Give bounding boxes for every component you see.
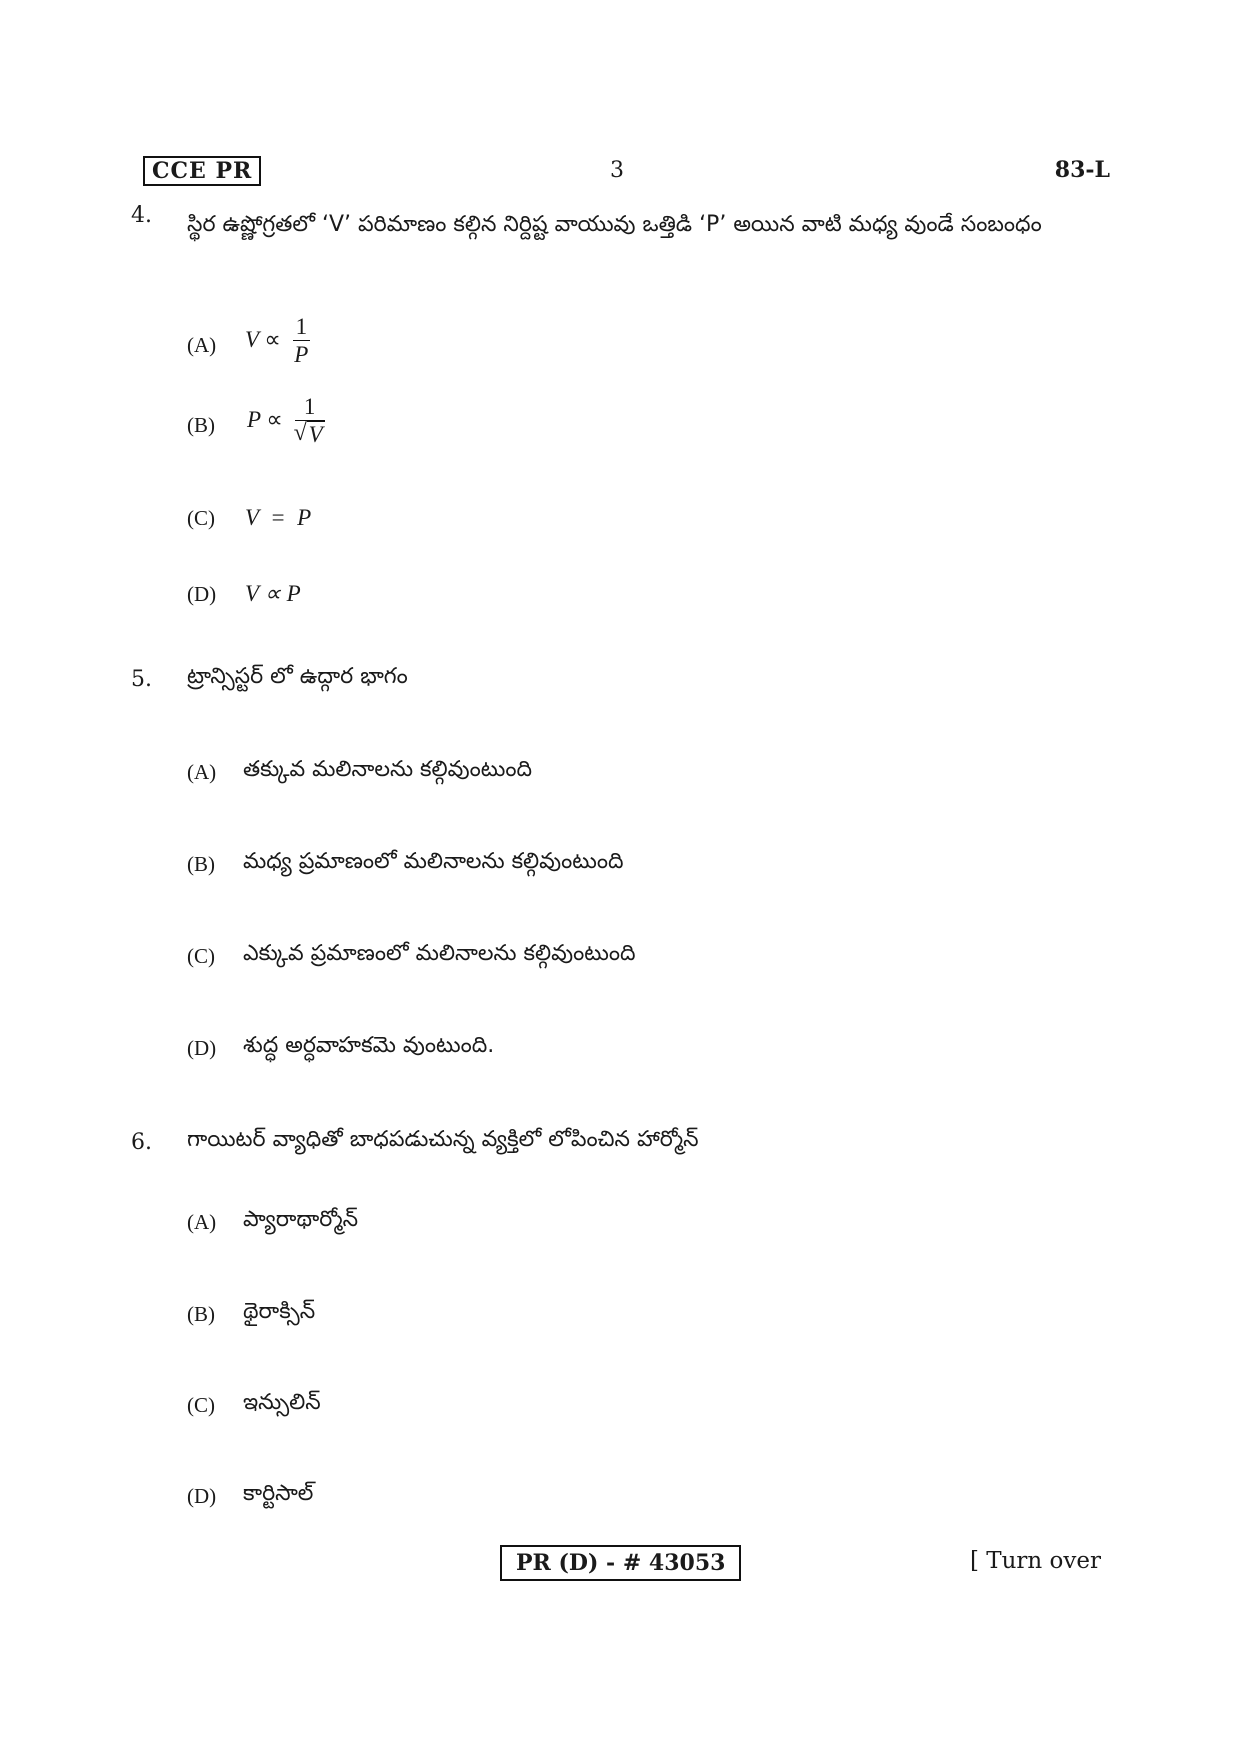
q4-option-b-label: (B) xyxy=(187,413,215,437)
q6-option-d-label: (D) xyxy=(187,1484,217,1508)
question-6-number: 6. xyxy=(131,1130,152,1155)
q4-option-c-formula: V = P xyxy=(245,505,312,530)
q6-option-c-text: ఇన్సులిన్ xyxy=(243,1390,321,1415)
q4-b-radicand: V xyxy=(308,422,323,447)
question-5-number: 5. xyxy=(131,667,152,692)
q6-option-a-label: (A) xyxy=(187,1210,217,1234)
q6-option-a-text: ప్యారాథార్మోన్ xyxy=(243,1207,359,1232)
q5-option-a-text: తక్కువ మలినాలను కల్గివుంటుంది xyxy=(243,757,533,782)
footer-code-box: PR (D) - # 43053 xyxy=(500,1545,741,1581)
turn-over-note: [ Turn over xyxy=(969,1548,1101,1574)
series-code-box: CCE PR xyxy=(143,156,261,186)
q4-a-fraction xyxy=(293,314,311,369)
q4-option-a-label: (A) xyxy=(187,333,217,357)
question-5-text: ట్రాన్సిస్టర్ లో ఉద్గార భాగం xyxy=(187,664,408,689)
q4-option-b-formula xyxy=(247,394,325,449)
q4-a-numerator: 1 xyxy=(293,314,311,341)
q5-option-c-label: (C) xyxy=(187,944,215,968)
q6-option-d-text: కార్టిసాల్ xyxy=(243,1481,314,1506)
q4-a-lhs: V xyxy=(245,326,259,352)
q4-option-d-formula: V ∝ P xyxy=(245,581,301,606)
q4-b-op: ∝ xyxy=(266,406,283,432)
q4-b-numerator: 1 xyxy=(295,394,325,421)
q4-option-a-formula xyxy=(245,314,310,369)
q5-option-c-text: ఎక్కువ ప్రమాణంలో మలినాలను కల్గివుంటుంది xyxy=(243,941,636,966)
q5-option-d-label: (D) xyxy=(187,1036,217,1060)
q4-a-op: ∝ xyxy=(264,326,281,352)
q5-option-d-text: శుద్ధ అర్ధవాహకమె వుంటుంది. xyxy=(243,1033,495,1058)
q4-option-d-label: (D) xyxy=(187,582,217,606)
paper-code: 83-L xyxy=(1054,157,1110,183)
q6-option-c-label: (C) xyxy=(187,1393,215,1417)
q6-option-b-label: (B) xyxy=(187,1302,215,1326)
question-4-number: 4. xyxy=(131,203,152,228)
question-4-text: స్థిర ఉష్ణోగ్రతలో ‘V’ పరిమాణం కల్గిన నిర్దిష్ట వాయువు ఒత్తిడి ‘P’ అయిన వాటి మధ్య వుండే సంబంధం xyxy=(187,212,1042,237)
q5-option-b-text: మధ్య ప్రమాణంలో మలినాలను కల్గివుంటుంది xyxy=(243,849,624,874)
q6-option-b-text: థైరాక్సిన్ xyxy=(243,1299,316,1324)
question-6-text: గాయిటర్ వ్యాధితో బాధపడుచున్న వ్యక్తిలో లోపించిన హార్మోన్ xyxy=(187,1127,699,1152)
q4-option-c-label: (C) xyxy=(187,506,215,530)
page-number: 3 xyxy=(610,158,624,183)
q5-option-b-label: (B) xyxy=(187,852,215,876)
q4-b-lhs: P xyxy=(247,406,261,432)
q4-a-denominator: P xyxy=(294,342,309,367)
q4-b-denominator xyxy=(295,421,325,449)
q4-b-fraction xyxy=(295,394,325,449)
q5-option-a-label: (A) xyxy=(187,760,217,784)
